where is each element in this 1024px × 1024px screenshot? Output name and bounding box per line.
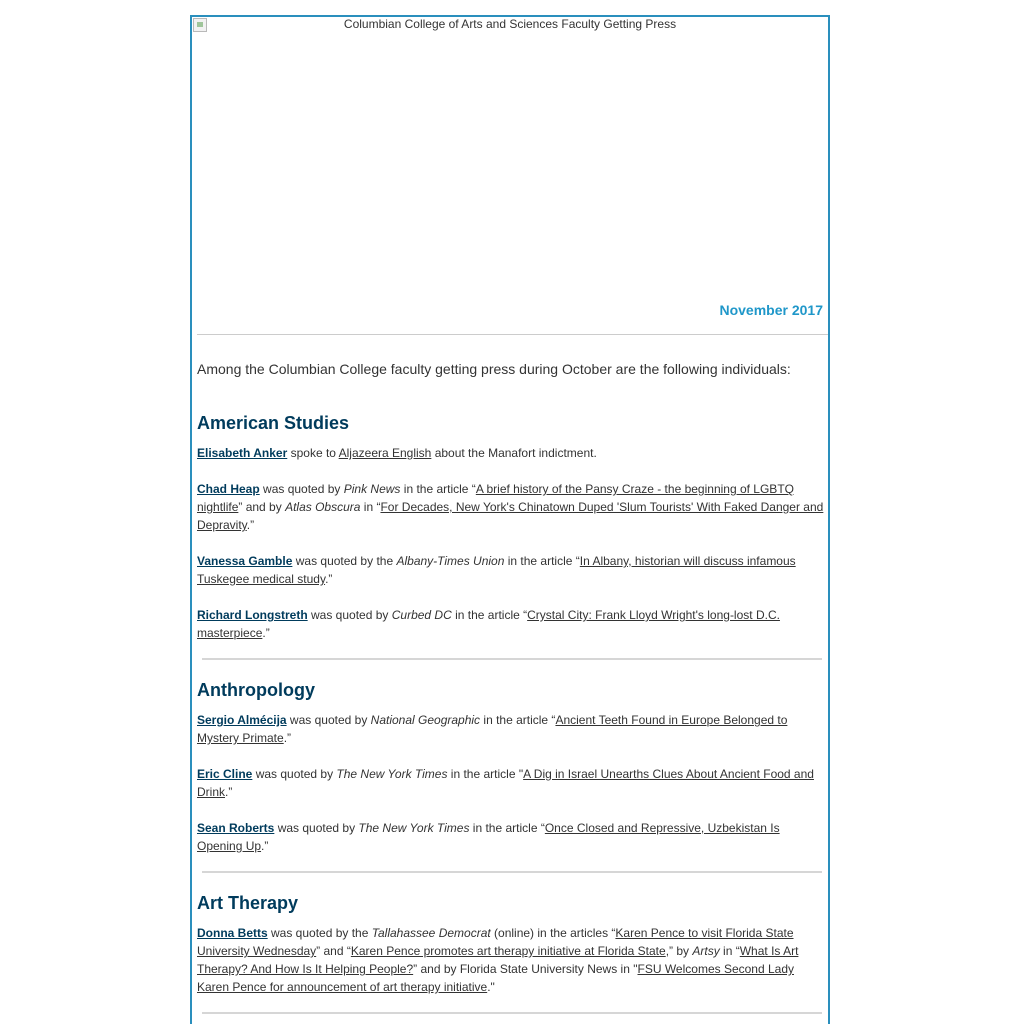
article-link[interactable]: Crystal City: Frank Lloyd Wright's long-lost D.C. masterpiece [197, 608, 780, 640]
header-divider [197, 334, 828, 335]
section-title-anthropology: Anthropology [197, 680, 315, 700]
faculty-link[interactable]: Richard Longstreth [197, 608, 308, 622]
faculty-link[interactable]: Chad Heap [197, 482, 260, 496]
faculty-link[interactable]: Vanessa Gamble [197, 554, 293, 568]
section-title-american-studies: American Studies [197, 413, 350, 433]
article-link[interactable]: Karen Pence promotes art therapy initiative at Florida State [350, 944, 666, 958]
list-item: Eric Cline was quoted by The New York Times in the article "A Dig in Israel Unearths Clues About Ancient Food and Drink.” [197, 767, 814, 799]
article-link[interactable]: What Is Art Therapy? And How Is It Helping People? [197, 944, 799, 976]
section-divider [202, 658, 822, 660]
list-item: Elisabeth Anker spoke to Aljazeera English about the Manafort indictment. [197, 446, 597, 460]
intro-text: Among the Columbian College faculty getting press during October are the following individuals: [197, 361, 791, 377]
issue-date: November 2017 [719, 302, 823, 318]
list-item: Donna Betts was quoted by the Tallahassee Democrat (online) in the articles “Karen Pence to visit Florida State University Wednesday” and “Karen Pence promotes art therapy initiative at Florida State,” by Artsy in “What Is Art Therapy? And How Is It Helping People?” and by Florida State University News in "FSU Welcomes Second Lady Karen Pence for announcement of art therapy initiative." [197, 926, 799, 994]
banner-alt-text: Columbian College of Arts and Sciences Faculty Getting Press [343, 17, 677, 31]
article-link[interactable]: FSU Welcomes Second Lady Karen Pence for announcement of art therapy initiative [197, 962, 794, 994]
faculty-link[interactable]: Sean Roberts [197, 821, 275, 835]
article-link[interactable]: For Decades, New York's Chinatown Duped 'Slum Tourists' With Faked Danger and Depravity [197, 500, 824, 532]
faculty-link[interactable]: Donna Betts [197, 926, 268, 940]
list-item: Vanessa Gamble was quoted by the Albany-Times Union in the article “In Albany, historian will discuss infamous Tuskegee medical study.” [197, 554, 796, 586]
article-link[interactable]: A Dig in Israel Unearths Clues About Ancient Food and Drink [197, 767, 814, 799]
article-link[interactable]: Ancient Teeth Found in Europe Belonged to Mystery Primate [197, 713, 788, 745]
section-title-art-therapy: Art Therapy [197, 893, 299, 913]
newsletter-body [197, 350, 827, 1014]
article-link[interactable]: Karen Pence to visit Florida State University Wednesday [197, 926, 794, 958]
list-item: Richard Longstreth was quoted by Curbed DC in the article “Crystal City: Frank Lloyd Wright's long-lost D.C. masterpiece.” [197, 608, 780, 640]
article-link[interactable]: Aljazeera English [338, 446, 432, 460]
article-link[interactable]: Once Closed and Repressive, Uzbekistan Is Opening Up [197, 821, 780, 853]
list-item: Sean Roberts was quoted by The New York Times in the article “Once Closed and Repressive, Uzbekistan Is Opening Up.” [197, 821, 780, 853]
faculty-link[interactable]: Sergio Almécija [197, 713, 287, 727]
header-banner [191, 16, 829, 318]
faculty-link[interactable]: Elisabeth Anker [197, 446, 288, 460]
article-link[interactable]: A brief history of the Pansy Craze - the beginning of LGBTQ nightlife [197, 482, 794, 514]
list-item: Chad Heap was quoted by Pink News in the article “A brief history of the Pansy Craze - the beginning of LGBTQ nightlife” and by Atlas Obscura in “For Decades, New York's Chinatown Duped 'Slum Tourists' With Faked Danger and Depravity.” [197, 482, 824, 532]
faculty-link[interactable]: Eric Cline [197, 767, 253, 781]
article-link[interactable]: In Albany, historian will discuss infamous Tuskegee medical study [197, 554, 796, 586]
list-item: Sergio Almécija was quoted by National Geographic in the article “Ancient Teeth Found in Europe Belonged to Mystery Primate.” [197, 713, 788, 745]
section-divider [202, 871, 822, 873]
section-divider [202, 1012, 822, 1014]
